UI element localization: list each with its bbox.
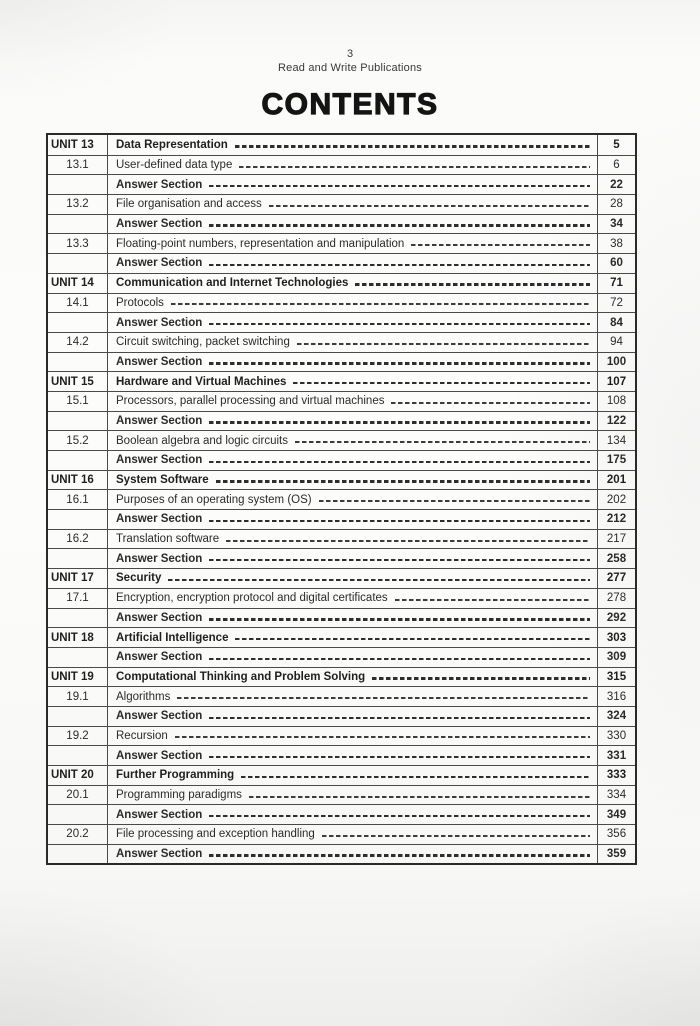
table-row xyxy=(48,411,635,431)
row-label: Answer Section xyxy=(116,178,203,191)
unit-number-cell: 13.3 xyxy=(48,234,108,253)
title-cell xyxy=(108,668,598,687)
table-row xyxy=(48,194,635,214)
row-label: Answer Section xyxy=(116,552,203,565)
row-label: Boolean algebra and logic circuits xyxy=(116,434,288,447)
unit-number-cell: UNIT 15 xyxy=(48,372,108,391)
dotted-leader-line xyxy=(249,796,590,798)
row-label: Answer Section xyxy=(116,848,203,861)
dotted-leader-line xyxy=(209,264,590,266)
page-number-cell: 72 xyxy=(610,296,623,309)
dotted-leader-line xyxy=(209,618,590,620)
unit-number-cell: 17.1 xyxy=(48,589,108,608)
page-number-cell: 303 xyxy=(606,631,627,644)
row-label: Answer Section xyxy=(116,749,203,762)
row-label: Algorithms xyxy=(116,690,171,703)
page-number-cell: 349 xyxy=(606,808,627,821)
title-cell xyxy=(108,333,598,352)
dotted-leader-line xyxy=(209,185,590,187)
page-number-cell: 359 xyxy=(606,848,627,861)
unit-number-cell: 14.1 xyxy=(48,294,108,313)
unit-number-cell: 15.2 xyxy=(48,431,108,450)
title-cell xyxy=(108,707,598,726)
row-label: Purposes of an operating system (OS) xyxy=(116,493,312,506)
dotted-leader-line xyxy=(239,166,590,168)
dotted-leader-line xyxy=(209,224,590,226)
table-row xyxy=(48,371,635,391)
dotted-leader-line xyxy=(319,500,590,502)
row-label: Computational Thinking and Problem Solving xyxy=(116,670,366,683)
table-row xyxy=(48,588,635,608)
title-cell xyxy=(108,372,598,391)
title-cell xyxy=(108,294,598,313)
unit-number-cell: 16.2 xyxy=(48,530,108,549)
table-row xyxy=(48,470,635,490)
table-row xyxy=(48,608,635,628)
unit-number-cell: UNIT 18 xyxy=(48,628,108,647)
title-cell xyxy=(108,549,598,568)
title-cell xyxy=(108,353,598,372)
page-number-cell: 309 xyxy=(606,651,627,664)
unit-number-cell xyxy=(48,175,108,194)
row-label: Encryption, encryption protocol and digital certificates xyxy=(116,592,388,605)
dotted-leader-line xyxy=(209,559,590,561)
dotted-leader-line xyxy=(391,402,590,404)
table-row xyxy=(48,233,635,253)
row-label: Answer Section xyxy=(116,257,203,270)
dotted-leader-line xyxy=(293,382,590,384)
unit-number-cell xyxy=(48,353,108,372)
table-row xyxy=(48,647,635,667)
unit-number-cell xyxy=(48,549,108,568)
unit-number-cell: UNIT 20 xyxy=(48,766,108,785)
table-row xyxy=(48,450,635,470)
page-number-cell: 201 xyxy=(606,474,627,487)
page-number-cell: 71 xyxy=(610,277,623,290)
row-label: Answer Section xyxy=(116,414,203,427)
page-number-cell: 258 xyxy=(606,552,627,565)
unit-number-cell xyxy=(48,707,108,726)
table-row xyxy=(48,667,635,687)
dotted-leader-line xyxy=(209,362,590,364)
page-number-cell: 333 xyxy=(606,769,627,782)
table-row xyxy=(48,785,635,805)
unit-number-cell xyxy=(48,451,108,470)
title-cell xyxy=(108,727,598,746)
row-label: Translation software xyxy=(116,533,220,546)
title-cell xyxy=(108,825,598,844)
title-cell xyxy=(108,313,598,332)
unit-number-cell xyxy=(48,254,108,273)
dotted-leader-line xyxy=(216,480,590,482)
title-cell xyxy=(108,589,598,608)
table-row xyxy=(48,745,635,765)
title-cell xyxy=(108,687,598,706)
page-number-cell: 356 xyxy=(606,828,627,841)
row-label: Protocols xyxy=(116,296,164,309)
row-label: Processors, parallel processing and virtual machines xyxy=(116,395,385,408)
dotted-leader-line xyxy=(209,658,590,660)
table-row xyxy=(48,253,635,273)
page-number-cell: 94 xyxy=(610,336,623,349)
row-label: Data Representation xyxy=(116,138,228,151)
table-row xyxy=(48,332,635,352)
title-cell xyxy=(108,609,598,628)
unit-number-cell: UNIT 17 xyxy=(48,569,108,588)
row-label: Answer Section xyxy=(116,513,203,526)
page-number-cell: 316 xyxy=(606,690,627,703)
unit-number-cell xyxy=(48,215,108,234)
row-label: User-defined data type xyxy=(116,159,233,172)
unit-number-cell: 14.2 xyxy=(48,333,108,352)
table-row xyxy=(48,391,635,411)
row-label: Answer Section xyxy=(116,218,203,231)
title-cell xyxy=(108,431,598,450)
row-label: Floating-point numbers, representation and manipulation xyxy=(116,237,405,250)
table-row xyxy=(48,627,635,647)
dotted-leader-line xyxy=(411,244,590,246)
dotted-leader-line xyxy=(171,303,590,305)
row-label: File organisation and access xyxy=(116,198,262,211)
page-number-cell: 34 xyxy=(610,218,623,231)
unit-number-cell: UNIT 14 xyxy=(48,274,108,293)
row-label: Answer Section xyxy=(116,454,203,467)
dotted-leader-line xyxy=(209,815,590,817)
title-cell xyxy=(108,195,598,214)
page-number-cell: 22 xyxy=(610,178,623,191)
title-cell xyxy=(108,392,598,411)
table-row xyxy=(48,509,635,529)
publisher-name: Read and Write Publications xyxy=(278,62,422,74)
row-label: Hardware and Virtual Machines xyxy=(116,375,287,388)
table-row xyxy=(48,155,635,175)
table-row xyxy=(48,352,635,372)
row-label: Answer Section xyxy=(116,355,203,368)
row-label: Recursion xyxy=(116,729,168,742)
toc-table xyxy=(46,133,637,865)
title-cell xyxy=(108,569,598,588)
page-number-cell: 28 xyxy=(610,198,623,211)
dotted-leader-line xyxy=(209,323,590,325)
table-row xyxy=(48,568,635,588)
page-number-cell: 100 xyxy=(606,355,627,368)
page-number-cell: 108 xyxy=(606,395,627,408)
unit-number-cell xyxy=(48,609,108,628)
dotted-leader-line xyxy=(168,579,590,581)
title-cell xyxy=(108,628,598,647)
page-number-cell: 277 xyxy=(606,572,627,585)
title-cell xyxy=(108,845,598,864)
title-cell xyxy=(108,451,598,470)
title-cell xyxy=(108,175,598,194)
row-label: Programming paradigms xyxy=(116,789,242,802)
dotted-leader-line xyxy=(372,677,590,679)
dotted-leader-line xyxy=(235,145,590,147)
page-number-cell: 278 xyxy=(606,592,627,605)
table-row xyxy=(48,273,635,293)
page-number-cell: 175 xyxy=(606,454,627,467)
page-number-cell: 38 xyxy=(610,237,623,250)
unit-number-cell xyxy=(48,746,108,765)
page-number-cell: 107 xyxy=(606,375,627,388)
row-label: Further Programming xyxy=(116,769,235,782)
dotted-leader-line xyxy=(209,756,590,758)
unit-number-cell xyxy=(48,845,108,864)
title-cell xyxy=(108,805,598,824)
row-label: System Software xyxy=(116,474,209,487)
unit-number-cell xyxy=(48,805,108,824)
page-number-cell: 6 xyxy=(613,159,620,172)
table-row xyxy=(48,312,635,332)
title-cell xyxy=(108,490,598,509)
unit-number-cell: UNIT 13 xyxy=(48,135,108,155)
page-number-cell: 212 xyxy=(606,513,627,526)
row-label: Security xyxy=(116,572,162,585)
row-label: Answer Section xyxy=(116,710,203,723)
table-row xyxy=(48,726,635,746)
title-cell xyxy=(108,766,598,785)
title-cell xyxy=(108,215,598,234)
page-number-cell: 334 xyxy=(606,789,627,802)
page-number-cell: 60 xyxy=(610,257,623,270)
dotted-leader-line xyxy=(295,441,590,443)
table-row xyxy=(48,214,635,234)
dotted-leader-line xyxy=(175,736,590,738)
unit-number-cell: 19.2 xyxy=(48,727,108,746)
unit-number-cell: 16.1 xyxy=(48,490,108,509)
page-number-cell: 324 xyxy=(606,710,627,723)
row-label: Communication and Internet Technologies xyxy=(116,277,349,290)
title-cell xyxy=(108,648,598,667)
table-row xyxy=(48,293,635,313)
unit-number-cell: UNIT 16 xyxy=(48,471,108,490)
title-cell xyxy=(108,510,598,529)
table-row xyxy=(48,430,635,450)
title-cell xyxy=(108,471,598,490)
unit-number-cell xyxy=(48,510,108,529)
row-label: Answer Section xyxy=(116,316,203,329)
dotted-leader-line xyxy=(209,717,590,719)
page-number-cell: 5 xyxy=(613,138,620,151)
page-number: 3 xyxy=(346,48,354,60)
page-number-cell: 315 xyxy=(606,670,627,683)
page-number-cell: 134 xyxy=(606,434,627,447)
page-number-cell: 330 xyxy=(606,729,627,742)
page-number-cell: 122 xyxy=(606,414,627,427)
dotted-leader-line xyxy=(209,461,590,463)
table-row xyxy=(48,765,635,785)
title-cell xyxy=(108,786,598,805)
dotted-leader-line xyxy=(395,599,590,601)
unit-number-cell: 13.1 xyxy=(48,156,108,175)
dotted-leader-line xyxy=(226,540,590,542)
unit-number-cell: 20.2 xyxy=(48,825,108,844)
title-cell xyxy=(108,274,598,293)
dotted-leader-line xyxy=(269,205,590,207)
contents-title: CONTENTS xyxy=(261,88,439,121)
unit-number-cell xyxy=(48,648,108,667)
table-row xyxy=(48,844,635,864)
unit-number-cell: 13.2 xyxy=(48,195,108,214)
table-row xyxy=(48,548,635,568)
page-number-cell: 202 xyxy=(606,493,627,506)
row-label: Artificial Intelligence xyxy=(116,631,229,644)
unit-number-cell xyxy=(48,313,108,332)
table-row xyxy=(48,489,635,509)
dotted-leader-line xyxy=(209,520,590,522)
dotted-leader-line xyxy=(355,283,590,285)
unit-number-cell xyxy=(48,412,108,431)
dotted-leader-line xyxy=(322,835,590,837)
title-cell xyxy=(108,412,598,431)
title-cell xyxy=(108,746,598,765)
table-row xyxy=(48,686,635,706)
table-row xyxy=(48,174,635,194)
row-label: File processing and exception handling xyxy=(116,828,315,841)
unit-number-cell: 15.1 xyxy=(48,392,108,411)
dotted-leader-line xyxy=(235,638,590,640)
table-row xyxy=(48,706,635,726)
title-cell xyxy=(108,530,598,549)
row-label: Circuit switching, packet switching xyxy=(116,336,290,349)
title-cell xyxy=(108,135,598,155)
dotted-leader-line xyxy=(297,343,590,345)
title-cell xyxy=(108,254,598,273)
unit-number-cell: 20.1 xyxy=(48,786,108,805)
table-row xyxy=(48,135,635,155)
page-number-cell: 84 xyxy=(610,316,623,329)
title-cell xyxy=(108,156,598,175)
row-label: Answer Section xyxy=(116,611,203,624)
dotted-leader-line xyxy=(209,854,590,856)
dotted-leader-line xyxy=(177,697,590,699)
title-cell xyxy=(108,234,598,253)
unit-number-cell: UNIT 19 xyxy=(48,668,108,687)
dotted-leader-line xyxy=(241,776,590,778)
unit-number-cell: 19.1 xyxy=(48,687,108,706)
table-row xyxy=(48,804,635,824)
page-number-cell: 292 xyxy=(606,611,627,624)
row-label: Answer Section xyxy=(116,808,203,821)
table-row xyxy=(48,824,635,844)
page-number-cell: 331 xyxy=(606,749,627,762)
table-row xyxy=(48,529,635,549)
page-number-cell: 217 xyxy=(606,533,627,546)
row-label: Answer Section xyxy=(116,651,203,664)
dotted-leader-line xyxy=(209,421,590,423)
